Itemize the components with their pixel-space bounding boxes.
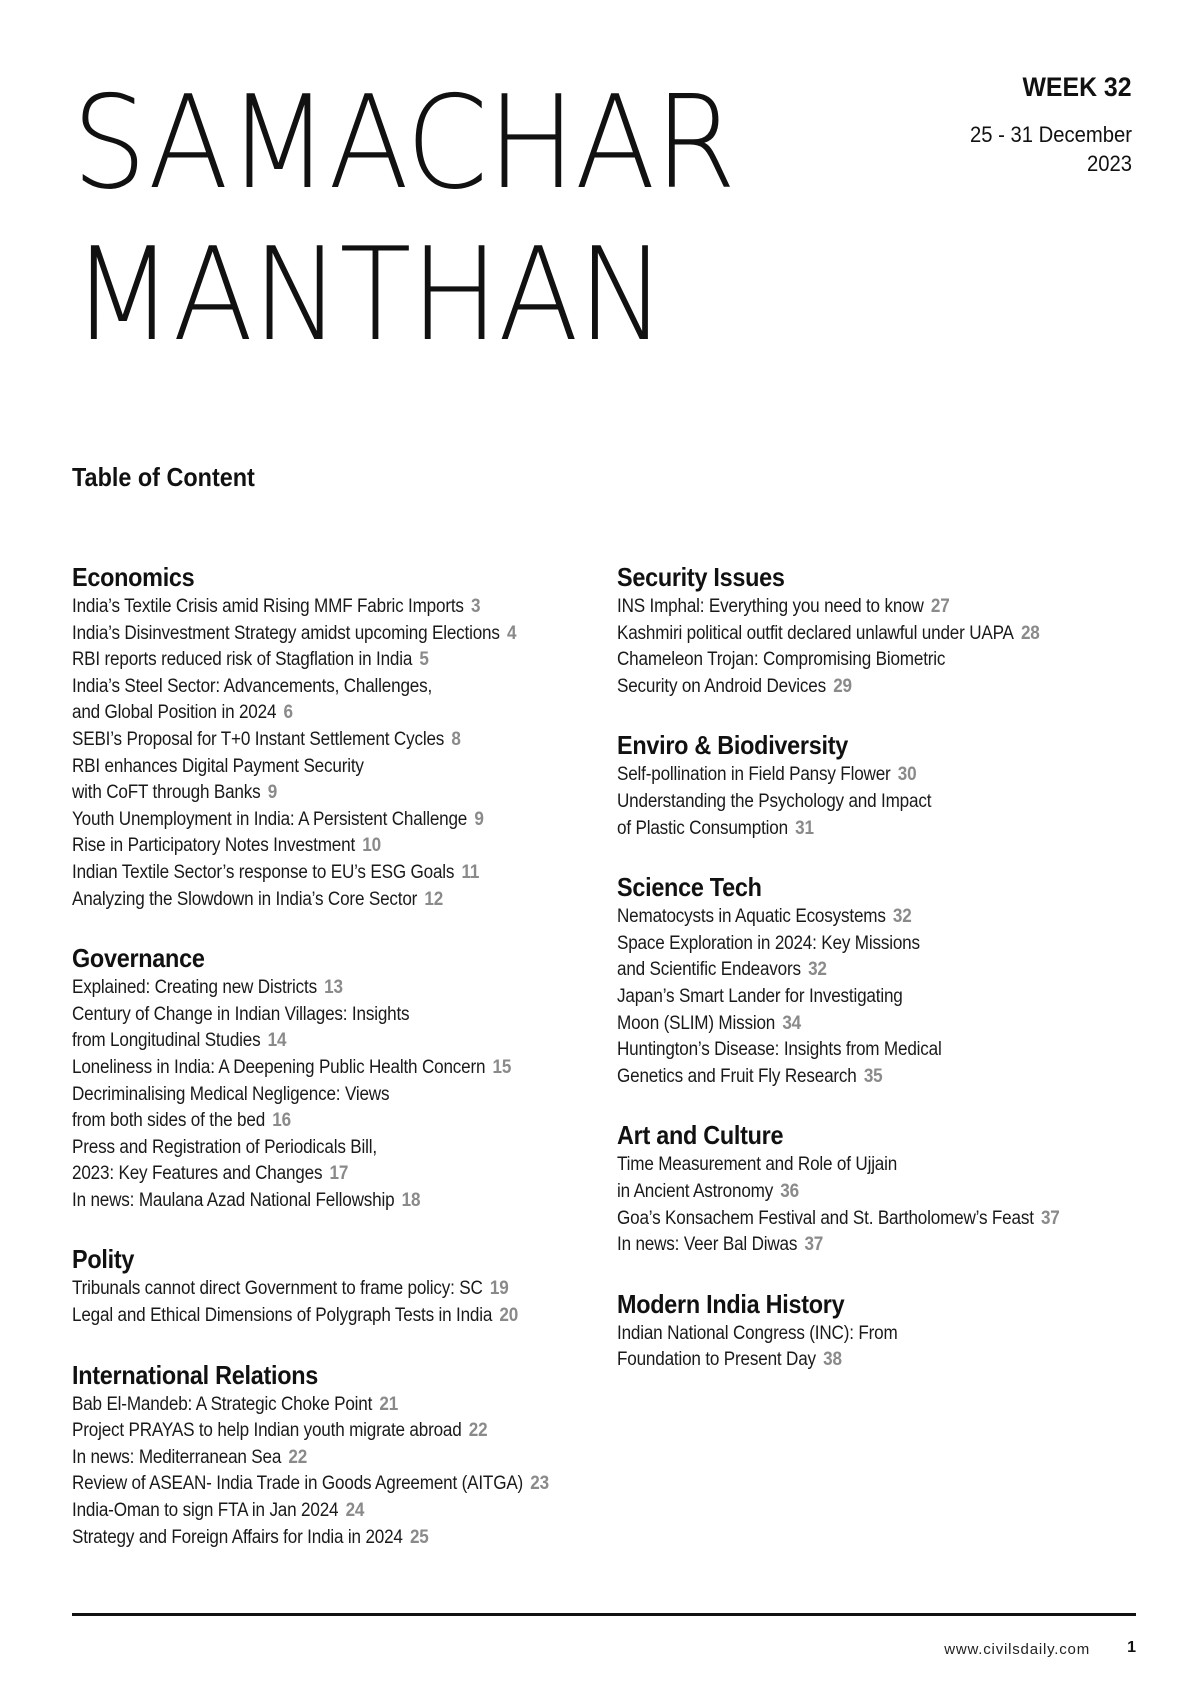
- section-title: International Relations: [72, 1359, 319, 1390]
- toc-entry-text: Goa’s Konsachem Festival and St. Bartholomew’s Feast: [617, 1207, 1034, 1229]
- toc-page-number: 21: [379, 1393, 399, 1415]
- section-title: Enviro & Biodiversity: [617, 730, 849, 761]
- toc-section: [617, 870, 1103, 1090]
- toc-left-column: [72, 560, 612, 1579]
- toc-entry-text: Decriminalising Medical Negligence: Views: [72, 1083, 390, 1105]
- toc-entry-text: In news: Veer Bal Diwas: [617, 1234, 798, 1256]
- toc-section: [72, 560, 558, 913]
- toc-page-number: 13: [324, 977, 343, 999]
- section-title: Governance: [72, 943, 205, 974]
- section-title: Modern India History: [617, 1288, 845, 1319]
- toc-entry[interactable]: [72, 833, 558, 860]
- toc-page-number: 12: [424, 888, 444, 910]
- toc-page-number: 20: [499, 1305, 519, 1327]
- toc-entry-text: India’s Disinvestment Strategy amidst upcoming Elections: [72, 622, 500, 644]
- toc-entry-line: [72, 1498, 558, 1525]
- toc-entry[interactable]: [72, 1445, 558, 1472]
- toc-entry-line: [72, 727, 558, 754]
- toc-page-number: 6: [283, 702, 293, 724]
- toc-section: [617, 728, 1103, 842]
- toc-page-number: 37: [1040, 1207, 1060, 1229]
- toc-entry-text: from Longitudinal Studies: [72, 1030, 261, 1052]
- toc-entry[interactable]: [72, 1082, 558, 1135]
- toc-entry-line: [72, 1135, 558, 1162]
- toc-entry-text: INS Imphal: Everything you need to know: [617, 596, 924, 617]
- toc-entry-line: [72, 975, 558, 1002]
- toc-entry-text: Explained: Creating new Districts: [72, 977, 317, 999]
- toc-entry-text: Analyzing the Slowdown in India’s Core Sector: [72, 888, 418, 910]
- toc-entry-line: [72, 1161, 558, 1188]
- toc-page-number: 8: [451, 728, 461, 750]
- toc-entry-text: Strategy and Foreign Affairs for India in 2024: [72, 1526, 403, 1548]
- toc-entry-text: Genetics and Fruit Fly Research: [617, 1065, 857, 1087]
- toc-entry-text: Understanding the Psychology and Impact: [617, 790, 932, 812]
- toc-entry[interactable]: [617, 647, 1103, 700]
- toc-entry-text: India-Oman to sign FTA in Jan 2024: [72, 1500, 339, 1522]
- week-label: WEEK 32: [1022, 72, 1132, 102]
- toc-entry[interactable]: [617, 931, 1103, 984]
- toc-entry[interactable]: [617, 1206, 1103, 1233]
- toc-entry-line: [72, 1188, 558, 1215]
- toc-entry-line: [72, 674, 558, 701]
- toc-entry-line: [72, 780, 558, 807]
- toc-entry[interactable]: [617, 984, 1103, 1037]
- toc-entry-text: SEBI’s Proposal for T+0 Instant Settlement Cycles: [72, 728, 445, 750]
- toc-entry-text: and Scientific Endeavors: [617, 959, 801, 981]
- toc-page-number: 32: [808, 959, 827, 981]
- toc-entry-line: [72, 621, 558, 648]
- toc-entry-text: Huntington’s Disease: Insights from Medical: [617, 1039, 942, 1061]
- toc-entry-text: India’s Steel Sector: Advancements, Challenges,: [72, 675, 433, 697]
- toc-page-number: 35: [863, 1065, 883, 1087]
- toc-page-number: 14: [267, 1030, 287, 1052]
- toc-entry-line: [617, 1347, 1103, 1374]
- toc-entry-text: Rise in Participatory Notes Investment: [72, 835, 356, 857]
- toc-page-number: 22: [468, 1420, 488, 1442]
- toc-entry-line: [617, 931, 1103, 958]
- toc-entry-text: Project PRAYAS to help Indian youth migrate abroad: [72, 1420, 462, 1442]
- toc-entry-text: Kashmiri political outfit declared unlawful under UAPA: [617, 622, 1014, 644]
- toc-entry-text: from both sides of the bed: [72, 1110, 266, 1132]
- toc-entry-line: [617, 1179, 1103, 1206]
- toc-entry-text: Loneliness in India: A Deepening Public Health Concern: [72, 1056, 486, 1078]
- toc-entry-line: [72, 833, 558, 860]
- toc-entry-line: [617, 1206, 1103, 1233]
- toc-entry-line: [72, 1445, 558, 1472]
- toc-entry-text: in Ancient Astronomy: [617, 1180, 774, 1202]
- toc-entry-line: [72, 1002, 558, 1029]
- toc-entry-line: [617, 1064, 1103, 1091]
- date-line-2: 2023: [1086, 151, 1132, 176]
- toc-page-number: 24: [345, 1500, 365, 1522]
- toc-entry-text: Self-pollination in Field Pansy Flower: [617, 764, 891, 786]
- toc-page-number: 34: [782, 1012, 801, 1034]
- toc-entry-text: Review of ASEAN- India Trade in Goods Agreement (AITGA): [72, 1473, 524, 1495]
- toc-entry[interactable]: [72, 887, 558, 914]
- toc-entry-line: [617, 904, 1103, 931]
- toc-entry[interactable]: [72, 1498, 558, 1525]
- toc-entry-line: [617, 674, 1103, 701]
- toc-entry-line: [72, 1108, 558, 1135]
- toc-page-number: 36: [780, 1180, 799, 1202]
- toc-entry-text: Bab El-Mandeb: A Strategic Choke Point: [72, 1393, 373, 1415]
- toc-entry-line: [617, 789, 1103, 816]
- toc-entry-line: [72, 860, 558, 887]
- toc-entry-text: Japan’s Smart Lander for Investigating: [617, 985, 903, 1007]
- toc-entry[interactable]: [617, 1232, 1103, 1259]
- toc-page-number: 9: [474, 808, 484, 830]
- toc-page-number: 22: [288, 1446, 308, 1468]
- magazine-title: [72, 68, 735, 372]
- toc-entry-line: [72, 594, 558, 621]
- toc-entry-line: [72, 887, 558, 914]
- toc-entry-text: with CoFT through Banks: [72, 782, 261, 804]
- toc-entry-line: [72, 1028, 558, 1055]
- toc-entry-line: [617, 816, 1103, 843]
- toc-entry-line: [72, 807, 558, 834]
- footer-divider: [72, 1613, 1136, 1616]
- toc-entry-line: [617, 1152, 1103, 1179]
- toc-entry-line: [72, 1276, 558, 1303]
- toc-entry-text: India’s Textile Crisis amid Rising MMF Fabric Imports: [72, 596, 464, 617]
- toc-entry-line: [72, 700, 558, 727]
- toc-entry-text: Indian National Congress (INC): From: [617, 1322, 898, 1344]
- toc-entry-line: [72, 1418, 558, 1445]
- toc-page-number: 15: [492, 1056, 512, 1078]
- toc-entry-text: In news: Mediterranean Sea: [72, 1446, 282, 1468]
- toc-entry-text: Chameleon Trojan: Compromising Biometric: [617, 649, 946, 671]
- toc-section: [72, 941, 558, 1214]
- toc-entry-text: RBI enhances Digital Payment Security: [72, 755, 364, 777]
- toc-entry-text: Security on Android Devices: [617, 675, 827, 697]
- toc-entry-line: [617, 1011, 1103, 1038]
- toc-section: [617, 1118, 1103, 1258]
- toc-page-number: 11: [461, 861, 480, 883]
- toc-entry-text: Moon (SLIM) Mission: [617, 1012, 776, 1034]
- toc-entry-text: and Global Position in 2024: [72, 702, 277, 724]
- section-title: Polity: [72, 1244, 135, 1275]
- toc-entry[interactable]: [617, 1037, 1103, 1090]
- toc-section: [72, 1358, 558, 1552]
- toc-entry[interactable]: [617, 1321, 1103, 1374]
- toc-page-number: 37: [804, 1234, 824, 1256]
- toc-entry[interactable]: [72, 1055, 558, 1082]
- toc-section: [617, 560, 1103, 700]
- toc-entry[interactable]: [72, 674, 558, 727]
- toc-section: [72, 1242, 558, 1329]
- toc-right-column: [617, 560, 1157, 1402]
- toc-entry-text: Tribunals cannot direct Government to frame policy: SC: [72, 1278, 483, 1300]
- toc-entry[interactable]: [72, 1471, 558, 1498]
- title-line-2: MANTHAN: [72, 221, 665, 370]
- section-title: Security Issues: [617, 562, 785, 592]
- toc-entry[interactable]: [617, 904, 1103, 931]
- toc-entry-text: Legal and Ethical Dimensions of Polygraph Tests in India: [72, 1305, 493, 1327]
- toc-entry-line: [617, 762, 1103, 789]
- section-title: Art and Culture: [617, 1120, 784, 1151]
- toc-entry-text: Youth Unemployment in India: A Persistent Challenge: [72, 808, 468, 830]
- toc-entry-line: [72, 1303, 558, 1330]
- toc-entry-line: [617, 1037, 1103, 1064]
- toc-page-number: 29: [833, 675, 852, 697]
- toc-page-number: 38: [823, 1349, 842, 1371]
- toc-page-number: 4: [506, 622, 517, 644]
- toc-page-number: 31: [795, 817, 814, 839]
- toc-page-number: 18: [401, 1189, 421, 1211]
- title-line-1: SAMACHAR: [72, 69, 736, 218]
- date-range: [911, 120, 1132, 178]
- toc-page-number: 28: [1020, 622, 1040, 644]
- toc-entry-line: [72, 647, 558, 674]
- toc-entry-line: [72, 1525, 558, 1552]
- toc-entry[interactable]: [72, 807, 558, 834]
- toc-heading: Table of Content: [72, 462, 255, 492]
- toc-entry-text: Foundation to Present Day: [617, 1349, 816, 1371]
- toc-entry[interactable]: [72, 975, 558, 1002]
- toc-entry-line: [72, 1055, 558, 1082]
- footer-url[interactable]: www.civilsdaily.com: [944, 1641, 1090, 1658]
- toc-entry[interactable]: [617, 789, 1103, 842]
- toc-entry-text: 2023: Key Features and Changes: [72, 1163, 323, 1185]
- toc-page-number: 30: [897, 764, 917, 786]
- toc-entry[interactable]: [72, 1392, 558, 1419]
- toc-entry[interactable]: [72, 621, 558, 648]
- section-title: Science Tech: [617, 872, 762, 903]
- toc-entry[interactable]: [72, 1002, 558, 1055]
- toc-entry-line: [72, 1471, 558, 1498]
- toc-entry-line: [617, 621, 1103, 648]
- toc-entry[interactable]: [72, 1135, 558, 1188]
- toc-page-number: 19: [489, 1278, 509, 1300]
- footer-page-number: 1: [1127, 1639, 1136, 1656]
- toc-entry[interactable]: [72, 1188, 558, 1215]
- toc-page-number: 27: [930, 596, 950, 617]
- toc-entry[interactable]: [72, 727, 558, 754]
- toc-entry[interactable]: [72, 1276, 558, 1303]
- toc-entry-text: Nematocysts in Aquatic Ecosystems: [617, 906, 886, 928]
- toc-page-number: 5: [419, 649, 429, 671]
- toc-entry[interactable]: [617, 762, 1103, 789]
- toc-entry[interactable]: [72, 647, 558, 674]
- toc-entry-text: Time Measurement and Role of Ujjain: [617, 1154, 898, 1176]
- toc-entry[interactable]: [72, 1303, 558, 1330]
- toc-page-number: 3: [470, 596, 481, 617]
- toc-entry-text: RBI reports reduced risk of Stagflation in India: [72, 649, 413, 671]
- toc-page-number: 17: [329, 1163, 349, 1185]
- toc-entry-line: [617, 594, 1103, 621]
- toc-entry-line: [617, 1232, 1103, 1259]
- toc-entry[interactable]: [617, 1152, 1103, 1205]
- toc-page-number: 23: [530, 1473, 549, 1495]
- toc-page-number: 16: [272, 1110, 291, 1132]
- toc-entry-text: In news: Maulana Azad National Fellowship: [72, 1189, 395, 1211]
- toc-section: [617, 1287, 1103, 1374]
- toc-page-number: 25: [409, 1526, 429, 1548]
- toc-entry[interactable]: [72, 594, 558, 621]
- date-line-1: 25 - 31 December: [969, 122, 1132, 147]
- toc-entry-line: [617, 984, 1103, 1011]
- toc-entry-line: [617, 957, 1103, 984]
- toc-entry-text: of Plastic Consumption: [617, 817, 788, 839]
- toc-entry-line: [72, 754, 558, 781]
- toc-page-number: 32: [892, 906, 912, 928]
- toc-entry-line: [617, 647, 1103, 674]
- toc-entry-text: Century of Change in Indian Villages: Insights: [72, 1003, 410, 1025]
- toc-entry[interactable]: [617, 621, 1103, 648]
- toc-entry[interactable]: [72, 1525, 558, 1552]
- toc-entry-line: [72, 1082, 558, 1109]
- toc-page-number: 9: [267, 782, 278, 804]
- toc-entry-line: [617, 1321, 1103, 1348]
- toc-entry[interactable]: [72, 754, 558, 807]
- toc-entry[interactable]: [72, 1418, 558, 1445]
- toc-entry-text: Space Exploration in 2024: Key Missions: [617, 932, 920, 954]
- toc-entry-text: Press and Registration of Periodicals Bill,: [72, 1136, 377, 1158]
- toc-page-number: 10: [362, 835, 381, 857]
- section-title: Economics: [72, 562, 195, 592]
- toc-entry-text: Indian Textile Sector’s response to EU’s ESG Goals: [72, 861, 455, 883]
- toc-entry[interactable]: [72, 860, 558, 887]
- toc-entry[interactable]: [617, 594, 1103, 621]
- toc-entry-line: [72, 1392, 558, 1419]
